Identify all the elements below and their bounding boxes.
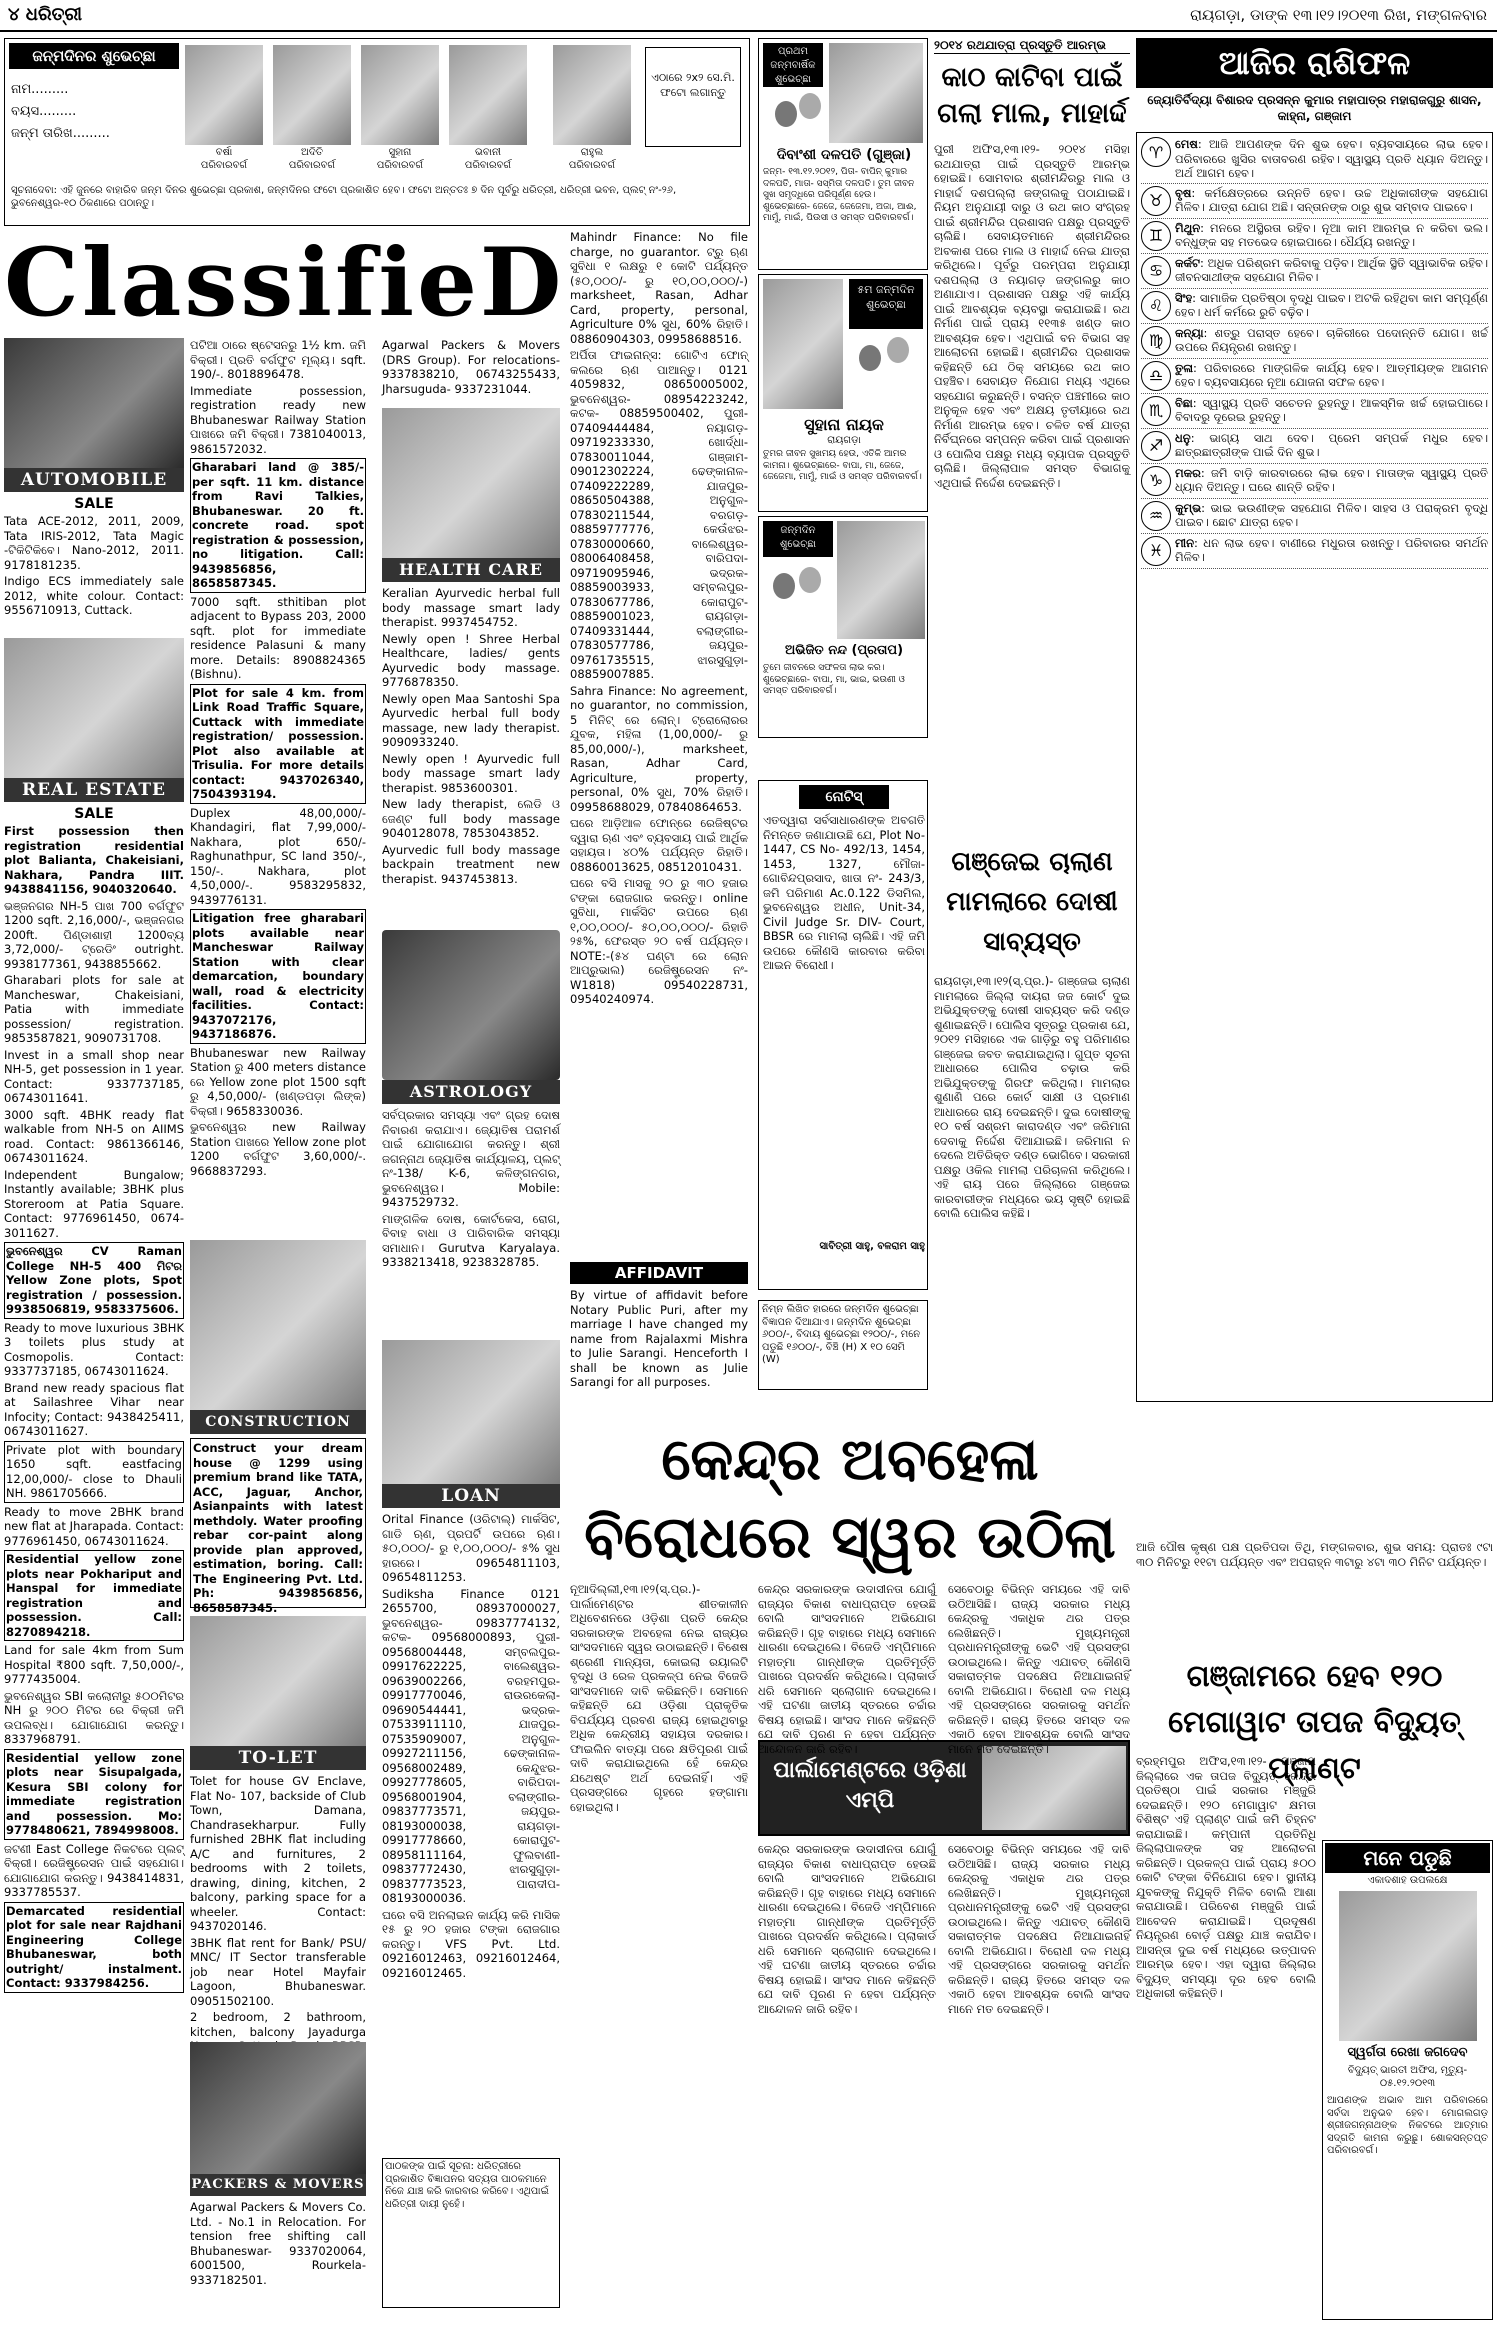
birthday-footer: ସୂଚନାଦେବା: ଏହି ଜୁନରେ ବାହାରିବ ଜନ୍ମ ଦିନର ଶୁଭେଚ୍ଛା ପ୍ରକାଶ, ଜନ୍ମଦିନର ଫଟୋ ପ୍ରକାଶିତ ହେବ। ଫଟୋ ଅନ୍ତତଃ ୭ ଦିନ ପୂର୍ବରୁ ଧରିତ୍ରୀ, ଧରିତ୍ରୀ ଭବନ, ପ୍ଲଟ୍ ନଂ-୨୬, ଭୁବନେଶ୍ୱର-୧୦ ଠିକଣାରେ ପଠାନ୍ତୁ। bbox=[11, 185, 677, 209]
birthday-form bbox=[11, 79, 110, 145]
libra-icon: ♎ bbox=[1141, 361, 1171, 391]
classified-ad: ଭଞ୍ଜନଗର NH-5 ପାଖ 700 ବର୍ଗଫୁଟ 1200 sqft. 2,16,000/-, ଭଞ୍ଜନଗର 200ft. ପିଣ୍ଡାଶାହୀ 1200ବ୍ୟ 3,72,000/- ଟ୍ରେଡିଂ outright. 9938177361, 9438855662. bbox=[4, 898, 184, 971]
baby-photo bbox=[829, 43, 923, 143]
child-photo bbox=[837, 521, 925, 639]
classified-ad: Agarwal Packers & Movers Co. Ltd. - No.1 in Relocation. For tension free shifting call Bhubaneswar- 9337020064, 6001500, Rourkela- 9337182501. bbox=[190, 2200, 366, 2287]
horoscope-item: ♍ କନ୍ୟା: ଶତ୍ରୁ ପରାସ୍ତ ହେବେ। ଚାକିରୀରେ ପଦୋନ୍ନତି ଯୋଗ। ଖର୍ଚ୍ଚ ଉପରେ ନିୟନ୍ତ୍ରଣ ରଖନ୍ତୁ। bbox=[1141, 324, 1488, 359]
ads-real-estate bbox=[4, 824, 184, 2324]
horoscope-byline: ଜ୍ୟୋତିର୍ବିଦ୍ୟା ବିଶାରଦ ପ୍ରସନ୍ନ କୁମାର ମହାପାତ୍ର ମହାରାଜଗୁରୁ ଶାସନ, କାହ୍ନା, ଗଞ୍ଜାମ bbox=[1147, 93, 1482, 123]
child-caption: ସୁହାନା ପରିବାରବର୍ଗ bbox=[376, 147, 424, 171]
to-let-image bbox=[190, 1616, 366, 1746]
cancer-icon: ♋ bbox=[1141, 256, 1171, 286]
balloon-icon bbox=[799, 567, 821, 593]
real-estate-banner: REAL ESTATE bbox=[4, 778, 184, 802]
page-number: ୪ ଧରିତ୍ରୀ bbox=[8, 4, 83, 25]
classified-ad: 3000 sqft. 4BHK ready flat walkable from NH-5 on AIIMS road. Contact: 9861366146, 06743011624. bbox=[4, 1107, 184, 1165]
birthday-wishes-box bbox=[4, 38, 750, 226]
horoscope-item: ♋ କର୍କଟ: ଅଧିକ ପରିଶ୍ରମ କରିବାକୁ ପଡ଼ିବ। ଆର୍ଥିକ ସ୍ଥିତି ସ୍ୱାଭାବିକ ରହିବ। ଜୀବନସାଥୀଙ୍କ ସହଯୋଗ ମିଳିବ। bbox=[1141, 254, 1488, 289]
horoscope-item: ♈ ମେଷ: ଆଜି ଆପଣଙ୍କ ଦିନ ଶୁଭ ହେବ। ବ୍ୟବସାୟରେ ଲାଭ ହେବ। ପରିବାରରେ ଖୁସିର ବାତାବରଣ ରହିବ। ସ୍ୱାସ୍ଥ୍ୟ ପ୍ରତି ଧ୍ୟାନ ଦିଅନ୍ତୁ। ଅର୍ଥ ଆଗମ ହେବ। bbox=[1141, 135, 1488, 184]
ads-health-care bbox=[382, 586, 560, 926]
child-photo bbox=[273, 45, 351, 145]
affidavit-text: By virtue of affidavit before Notary Public Puri, after my marriage I have changed my name from Rajalaxmi Mishra to Julie Sarangi. Henceforth I shall be known as Julie Sarangi for all purposes. bbox=[570, 1288, 748, 1389]
classified-ad: Litigation free gharabari plots available near Mancheswar Railway Station with clear demarcation, boundary wall, road & electricity facilities. Contact: 9437072176, 9437186876. bbox=[190, 909, 366, 1044]
horoscope-item: ♌ ସିଂହ: ସାମାଜିକ ପ୍ରତିଷ୍ଠା ବୃଦ୍ଧି ପାଇବ। ଅଟକି ରହିଥିବା କାମ ସମ୍ପୂର୍ଣ୍ଣ ହେବ। ଧର୍ମ କର୍ମରେ ରୁଚି ବଢ଼ିବ। bbox=[1141, 289, 1488, 324]
ads-construction bbox=[190, 1438, 366, 1615]
main-article-col-3b: ସେବେଠାରୁ ବିଭିନ୍ନ ସମୟରେ ଏହି ଦାବି ଉଠିଆସିଛି। ରାଜ୍ୟ ସରକାର ମଧ୍ୟ କେନ୍ଦ୍ରକୁ ଏକାଧିକ ଥର ପତ୍ର ଲେଖିଛନ୍ତି। ମୁଖ୍ୟମନ୍ତ୍ରୀ ପ୍ରଧାନମନ୍ତ୍ରୀଙ୍କୁ ଭେଟି ଏହି ପ୍ରସଙ୍ଗ ଉଠାଇଥିଲେ। କିନ୍ତୁ ଏଯାବତ୍ କୌଣସି ସକାରାତ୍ମକ ପଦକ୍ଷେପ ନିଆଯାଇନାହିଁ ବୋଲି ଅଭିଯୋଗ। ବିରୋଧୀ ଦଳ ମଧ୍ୟ ଏହି ପ୍ରସଙ୍ଗରେ ସରକାରକୁ ସମର୍ଥନ କରିଛନ୍ତି। ରାଜ୍ୟ ହିତରେ ସମସ୍ତ ଦଳ ଏକାଠି ହେବା ଆବଶ୍ୟକ ବୋଲି ସାଂସଦ ମାନେ ମତ ଦେଇଛନ୍ତି। bbox=[948, 1842, 1130, 2016]
main-headline-line-1: କେନ୍ଦ୍ର ଅବହେଳା bbox=[661, 1425, 1039, 1493]
classified-ad: Ayurvedic full body massage backpain treatment new therapist. 9437453813. bbox=[382, 842, 560, 886]
classified-ad: Agarwal Packers & Movers (DRS Group). For relocations- 9337838210, 06743255433, Jharsuguda- 9337231044. bbox=[382, 338, 560, 396]
car-image bbox=[4, 338, 184, 468]
form-field-name: ନାମ......... bbox=[11, 82, 69, 97]
wish-box-3 bbox=[758, 516, 928, 738]
classified-ad: New lady therapist, ଲେଡି ଓ ଜେଣ୍ଟ full body massage 9040128078, 7853043852. bbox=[382, 797, 560, 840]
wish-title: ୫ମ ଜନ୍ମଦିନ ଶୁଭେଚ୍ଛା bbox=[849, 279, 923, 329]
classified-ad: Private plot with boundary 1650 sqft. eastfacing 12,00,000/- close to Dhauli NH. 9861705666. bbox=[4, 1441, 184, 1503]
classified-column-1 bbox=[4, 338, 184, 2328]
main-article-col-2b: କେନ୍ଦ୍ର ସରକାରଙ୍କ ଉଦାସୀନତା ଯୋଗୁଁ ରାଜ୍ୟର ବିକାଶ ବାଧାପ୍ରାପ୍ତ ହେଉଛି ବୋଲି ସାଂସଦମାନେ ଅଭିଯୋଗ କରିଛନ୍ତି। ଗୃହ ବାହାରେ ମଧ୍ୟ ସେମାନେ ଧାରଣା ଦେଇଥିଲେ। ବିଜେଡି ଏମ୍‌ପିମାନେ ମହାତ୍ମା ଗାନ୍ଧୀଙ୍କ ପ୍ରତିମୂର୍ତ୍ତି ପାଖରେ ପ୍ରଦର୍ଶନ କରିଥିଲେ। ପ୍ଲାକାର୍ଡ ଧରି ସେମାନେ ସ୍ଲୋଗାନ ଦେଇଥିଲେ। ଏହି ଘଟଣା ଜାତୀୟ ସ୍ତରରେ ଚର୍ଚ୍ଚାର ବିଷୟ ହୋଇଛି। ସାଂସଦ ମାନେ କହିଛନ୍ତି ଯେ ଦାବି ପୂରଣ ନ ହେବା ପର୍ଯ୍ୟନ୍ତ ଆନ୍ଦୋଳନ ଜାରି ରହିବ। bbox=[758, 1842, 936, 2016]
classified-ad: Immediate possession, registration ready new Bhubaneswar Railway Station ପାଖରେ ଜମି ବିକ୍ରୀ। 7381040013, 9861572032. bbox=[190, 383, 366, 456]
obituary-text: ଆପଣଙ୍କ ଅଭାବ ଆମ ପରିବାରରେ ସର୍ବଦା ଅନୁଭବ ହେବ। ମୋଗଲଗଡ଼ ଶ୍ରୀଜଗନ୍ନାଥଙ୍କ ନିକଟରେ ଆତ୍ମାର ସଦ୍ଗତି କାମନା କରୁଛୁ। ଶୋକସନ୍ତପ୍ତ ପରିବାରବର୍ଗ। bbox=[1327, 2095, 1488, 2156]
wish-place: ରାୟଗଡ଼ା bbox=[827, 435, 861, 446]
classified-ad: ଘରେ ବସି ଅନଲାଇନ କାର୍ଯ୍ୟ କରି ମାସିକ ୧୫ ରୁ ୨୦ ହଜାର ଟଙ୍କା ରୋଜଗାର କରନ୍ତୁ। VFS Pvt. Ltd. 09216012463, 09216012464, 09216012465. bbox=[382, 1907, 560, 1980]
article-body: ପୁରୀ ଅଫିସ,୧୩।୧୨- ୨୦୧୪ ମସିହା ରଥଯାତ୍ରା ପାଇଁ ପ୍ରସ୍ତୁତି ଆରମ୍ଭ ହୋଇଛି। ସୋମବାର ଶ୍ରୀମନ୍ଦିରରୁ ମାଲ ଓ ମାହାର୍ଦ୍ଦ ଦଶପଲ୍ଲା ଜଙ୍ଗଲକୁ ପଠାଯାଇଛି। ନିୟମ ଅନୁଯାୟୀ ଦାରୁ ଓ ରଥ କାଠ ସଂଗ୍ରହ ପାଇଁ ଶ୍ରୀମନ୍ଦିର ପ୍ରଶାସନ ପକ୍ଷରୁ ପ୍ରସ୍ତୁତି ଚାଲିଛି। ସେବାୟତମାନେ ଶ୍ରୀମନ୍ଦିରର ଅବକାଶ ପରେ ମାଲ ଓ ମାହାର୍ଦ୍ଦ ନେଇ ଯାତ୍ରା କରିଥିଲେ। ପୂର୍ବରୁ ପରମ୍ପରା ଅନୁଯାୟୀ ଦଶପଲ୍ଲା ଓ ନୟାଗଡ଼ ଜଙ୍ଗଲରୁ କାଠ ଅଣାଯାଏ। ପ୍ରଶାସନ ପକ୍ଷରୁ ଏହି କାର୍ଯ୍ୟ ପାଇଁ ଆବଶ୍ୟକ ବ୍ୟବସ୍ଥା କରାଯାଇଛି। ରଥ ନିର୍ମାଣ ପାଇଁ ପ୍ରାୟ ୧୧୩୫ ଖଣ୍ଡ କାଠ ଆବଶ୍ୟକ ହେବ। ଏଥିପାଇଁ ବନ ବିଭାଗ ସହ ଆଲୋଚନା ହୋଇଛି। ଶ୍ରୀମନ୍ଦିର ପ୍ରଶାସକ କହିଛନ୍ତି ଯେ ଠିକ୍ ସମୟରେ ରଥ କାଠ ପହଞ୍ଚିବ। ସେବାୟତ ନିଯୋଗ ମଧ୍ୟ ଏଥିରେ ସହଯୋଗ କରୁଛନ୍ତି। ବସନ୍ତ ପଞ୍ଚମୀରେ କାଠ ଅନୁକୂଳ ହେବ ଏବଂ ଅକ୍ଷୟ ତୃତୀୟାରେ ରଥ ନିର୍ମାଣ ଆରମ୍ଭ ହେବ। ଚଳିତ ବର୍ଷ ଯାତ୍ରା ନିର୍ବିଘ୍ନରେ ସମ୍ପନ୍ନ କରିବା ପାଇଁ ପ୍ରଶାସନ ଓ ପୋଲିସ ପକ୍ଷରୁ ମଧ୍ୟ ବ୍ୟାପକ ପ୍ରସ୍ତୁତି ଚାଲିଛି। ଜିଲ୍ଲାପାଳ ସମସ୍ତ ବିଭାଗକୁ ଏଥିପାଇଁ ନିର୍ଦ୍ଦେଶ ଦେଇଛନ୍ତି। bbox=[934, 142, 1130, 490]
reader-notice: ପାଠକଙ୍କ ପାଇଁ ସୂଚନା: ଧରିତ୍ରୀରେ ପ୍ରକାଶିତ ବିଜ୍ଞାପନର ସତ୍ୟତା ପାଠକମାନେ ନିଜେ ଯାଞ୍ଚ କରି କାରବାର କରିବେ। ଏଥିପାଇଁ ଧରିତ୍ରୀ ଦାୟୀ ନୁହେଁ। bbox=[382, 2158, 560, 2308]
article-rath-yatra bbox=[934, 38, 1130, 738]
construction-banner: CONSTRUCTION bbox=[190, 1410, 366, 1434]
horoscope-title: ଆଜିର ରାଶିଫଳ bbox=[1136, 38, 1493, 88]
classified-ad: ଜଟଣୀ East College ନିକଟରେ ପ୍ଲଟ୍ ବିକ୍ରୀ। ରେଜିଷ୍ଟ୍ରେସନ ପାଇଁ ସହଯୋଗ। ଯୋଗାଯୋଗ କରନ୍ତୁ। 9438414831, 9337785537. bbox=[4, 1841, 184, 1899]
classified-ad: Indigo ECS immediately sale 2012, white colour. Contact: 9556710913, Cuttack. bbox=[4, 574, 184, 617]
leo-icon: ♌ bbox=[1141, 291, 1171, 321]
wish-box-2 bbox=[758, 274, 928, 512]
automobile-banner: AUTOMOBILE bbox=[4, 468, 184, 492]
classified-ad: Ready to move luxurious 3BHK 3 toilets plus study at Cosmopolis. Contact: 9337737185, 06743011624. bbox=[4, 1320, 184, 1378]
sagittarius-icon: ♐ bbox=[1141, 431, 1171, 461]
classified-ad: Gharabari land @ 385/- per sqft. 11 km. distance from Ravi Talkies, Bhubaneswar. 20 ft. concrete road. spot registration & possession, no litigation. Call: 9439856856, 8658587345. bbox=[190, 458, 366, 593]
ads-to-let bbox=[190, 1774, 366, 2040]
classified-ad: Bhubaneswar new Railway Station ରୁ 400 meters distance ରେ Yellow zone plot 1500 sqft ରୁ 4,50,000/- (ଖଣ୍ଡପଡ଼ା ଲିଙ୍କ) ବିକ୍ରୀ। 9658330036. bbox=[190, 1045, 366, 1118]
classified-ad: Tolet for house GV Enclave, Flat No- 107, backside of Club Town, Damana, Chandrasekharpur. Fully furnished 2BHK flat including A/C and furnitures, 2 bedrooms with 2 toilets, drawing, dining, kitchen, 2 balcony, parking space for a wheeler. Contact: 9437020146. bbox=[190, 1774, 366, 1933]
article-headline: ଗଞ୍ଜେଇ ଚାଲାଣ ମାମଲାରେ ଦୋଷୀ ସାବ୍ୟସ୍ତ bbox=[946, 847, 1118, 957]
aries-icon: ♈ bbox=[1141, 137, 1171, 167]
ads-packers bbox=[190, 2200, 366, 2310]
classified-ad: Newly open ! Ayurvedic full body massage smart lady therapist. 9853600301. bbox=[382, 751, 560, 795]
classified-ad: Duplex 48,00,000/-Khandagiri, flat 7,99,000/- Nakhara, plot 650/- Raghunathpur, SC land 350/-, 150/-. Nakhara, plot 4,50,000/-. 9583295832, 9439776131. bbox=[190, 805, 366, 907]
child-photo bbox=[763, 279, 843, 409]
classified-ad: Sahra Finance: No agreement, no guarantor, no commission, 5 ମିନିଟ୍ ରେ ଲୋନ୍। ଟ୍ରୋଲୋରର ଯୁବକ, ମହିଳା (1,00,000/- ରୁ 85,00,000/-), marksheet, Rasan, Adhar Card, Agriculture, property, personal, 0% ସୁଧ, 70% ରିହାତି। 09958688029, 07840864653. bbox=[570, 683, 748, 814]
horoscope-item: ♎ ତୁଳା: ପରିବାରରେ ମାଙ୍ଗଳିକ କାର୍ଯ୍ୟ ହେବ। ଆତ୍ମୀୟଙ୍କ ଆଗମନ ହେବ। ବ୍ୟବସାୟରେ ନୂଆ ଯୋଜନା ସଫଳ ହେବ। bbox=[1141, 359, 1488, 394]
article-headline: ଗଞ୍ଜାମରେ ହେବ ୧୨୦ ମେଗାୱାଟ ତାପଜ ବିଦ୍ୟୁତ୍ ପ୍ଲାଣ୍ଟ bbox=[1168, 1659, 1461, 1786]
wish-text: ତୁମର ଜୀବନ ସୁଖମୟ ହେଉ, ଏତିକି ଆମର କାମନା। ଶୁଭେଚ୍ଛାରେ- ବାପା, ମା, ଜେଜେ, ଜେଜେମା, ମାମୁଁ, ମାଇଁ ଓ ସମସ୍ତ ପରିବାରବର୍ଗ। bbox=[763, 449, 922, 482]
virgo-icon: ♍ bbox=[1141, 326, 1171, 356]
main-headline bbox=[570, 1420, 1130, 1576]
classified-title: ClassifieD bbox=[4, 228, 565, 338]
classified-ad: ମାଙ୍ଗଳିକ ଦୋଷ, କୋର୍ଟକେସ, ରୋଗ, ବିବାହ ବାଧା ଓ ପାରିବାରିକ ସମସ୍ୟା ସମାଧାନ। Gurutva Karyalaya. 9338213418, 9238328785. bbox=[382, 1211, 560, 1269]
legal-notice-box bbox=[758, 780, 928, 1290]
ads-loan bbox=[382, 1512, 560, 2152]
classified-ad: Tata ACE-2012, 2011, 2009, Tata IRIS-2012, Tata Magic -ଟିକିଟିକିବେ। Nano-2012, 2011. 9178181235. bbox=[4, 514, 184, 572]
capricorn-icon: ♑ bbox=[1141, 466, 1171, 496]
balloon-icon bbox=[859, 345, 881, 371]
classified-ad: Residential yellow zone plots near Pokhariput and Hanspal for immediate registration and possession. Call: 8270894218. bbox=[4, 1550, 184, 1641]
notice-text: ଏତଦ୍ୱାରା ସର୍ବସାଧାରଣଙ୍କ ଅବଗତି ନିମନ୍ତେ ଜଣାଯାଉଛି ଯେ, Plot No- 1447, CS No- 492/13, 1454, 1453, 1327, ମୌଜା- ଗୋବିନ୍ଦପ୍ରସାଦ, ଖାତା ନଂ- 243/3, ଜମି ପରିମାଣ Ac.0.122 ଡିସମିଲ, ଭୁବନେଶ୍ୱର ଅଧୀନ, Unit-34, Civil Judge Sr. DIV- Court, BBSR ରେ ମାମଲା ଚାଲିଛି। ଏହି ଜମି ଉପରେ କୌଣସି କାରବାର କରିବା ଆଇନ ବିରୋଧୀ। bbox=[763, 813, 925, 972]
classified-ad: Demarcated residential plot for sale near Rajdhani Engineering College Bhubaneswar, both outright/ instalment. Contact: 9337984256. bbox=[4, 1902, 184, 1993]
form-field-dob: ଜନ୍ମ ତାରିଖ......... bbox=[11, 126, 110, 141]
article-kicker: ୨୦୧୪ ରଥଯାତ୍ରା ପ୍ରସ୍ତୁତି ଆରମ୍ଭ bbox=[934, 38, 1130, 54]
dateline: ରାୟଗଡ଼ା, ଡାଙ୍କ ୧୩।୧୨।୨୦୧୩ ରିଖ, ମଙ୍ଗଳବାର bbox=[1190, 6, 1487, 24]
aquarius-icon: ♒ bbox=[1141, 501, 1171, 531]
article-power-plant bbox=[1136, 1654, 1493, 2334]
pisces-icon: ♓ bbox=[1141, 536, 1171, 566]
classified-ad: ପଟିଆ ଠାରେ ଷ୍ଟେସନରୁ 1½ km. ଜମି ବିକ୍ରୀ। ପ୍ରତି ବର୍ଗଫୁଟ ମୂଲ୍ୟ। sqft. 190/-. 8018896478. bbox=[190, 338, 366, 381]
taurus-icon: ♉ bbox=[1141, 186, 1171, 216]
horoscope-item: ♓ ମୀନ: ଧନ ଲାଭ ହେବ। ବାଣୀରେ ମଧୁରତା ରଖନ୍ତୁ। ପରିବାରର ସମର୍ଥନ ମିଳିବ। bbox=[1141, 534, 1488, 569]
obituary-title: ମନେ ପଡୁଛି bbox=[1325, 1843, 1490, 1873]
child-caption: ରାହୁଲ ପରିବାରବର୍ଗ bbox=[568, 147, 616, 171]
classified-ad: Construct your dream house @ 1299 using premium brand like TATA, ACC, Jaguar, Anchor, Asianpaints with latest methdoly. Water proofing rebar cor-paint along provide plan approved, estimation, boring. Call: The Engineering Pvt. Ltd. Ph: 9439856856, 8658587345. bbox=[193, 1441, 363, 1615]
balloon-icon bbox=[773, 573, 795, 599]
main-article-col-3a: ସେବେଠାରୁ ବିଭିନ୍ନ ସମୟରେ ଏହି ଦାବି ଉଠିଆସିଛି। ରାଜ୍ୟ ସରକାର ମଧ୍ୟ କେନ୍ଦ୍ରକୁ ଏକାଧିକ ଥର ପତ୍ର ଲେଖିଛନ୍ତି। ମୁଖ୍ୟମନ୍ତ୍ରୀ ପ୍ରଧାନମନ୍ତ୍ରୀଙ୍କୁ ଭେଟି ଏହି ପ୍ରସଙ୍ଗ ଉଠାଇଥିଲେ। କିନ୍ତୁ ଏଯାବତ୍ କୌଣସି ସକାରାତ୍ମକ ପଦକ୍ଷେପ ନିଆଯାଇନାହିଁ ବୋଲି ଅଭିଯୋଗ। ବିରୋଧୀ ଦଳ ମଧ୍ୟ ଏହି ପ୍ରସଙ୍ଗରେ ସରକାରକୁ ସମର୍ଥନ କରିଛନ୍ତି। ରାଜ୍ୟ ହିତରେ ସମସ୍ତ ଦଳ ଏକାଠି ହେବା ଆବଶ୍ୟକ ବୋଲି ସାଂସଦ ମାନେ ମତ ଦେଇଛନ୍ତି। bbox=[948, 1582, 1130, 1756]
classified-ad: Independent Bungalow; Instantly available; 3BHK plus Storeroom at Patia Square. Contact: 9776961450, 0674-3011627. bbox=[4, 1167, 184, 1240]
main-headline-line-2: ବିରୋଧରେ ସ୍ୱର ଉଠିଲା bbox=[584, 1503, 1116, 1571]
zodiac-wheel-image bbox=[382, 930, 560, 1080]
photo-placeholder: ଏଠାରେ ୨x୨ ସେ.ମି. ଫଟୋ ଲଗାନ୍ତୁ bbox=[645, 47, 741, 147]
classified-ad: ସର୍ବପ୍ରକାର ସମସ୍ୟା ଏବଂ ଗ୍ରହ ଦୋଷ ନିବାରଣ କରାଯାଏ। ଜ୍ୟୋତିଷ ପରାମର୍ଶ ପାଇଁ ଯୋଗାଯୋଗ କରନ୍ତୁ। ଶ୍ରୀ ଜଗନ୍ନାଥ ଜ୍ୟୋତିଷ କାର୍ଯ୍ୟାଳୟ, ପ୍ଲଟ୍ ନଂ-138/ K-6, କଳିଙ୍ଗନଗର, ଭୁବନେଶ୍ୱର। Mobile: 9437529732. bbox=[382, 1108, 560, 1209]
wish-text: ଜନ୍ମ- ୧୩.୧୨.୨୦୧୨, ପିତା- ବାପିନ୍ କୁମାର ଦଳପତି, ମାତା- ସସ୍ମିତା ଦଳପତି। ତୁମ ଜୀବନ ସୁଖ ସମୃଦ୍ଧିରେ ପରିପୂର୍ଣ୍ଣ ହେଉ। ଶୁଭେଚ୍ଛାରେ- ଜେଜେ, ଜେଜେମା, ଅଜା, ଆଈ, ମାମୁଁ, ମାଇଁ, ପିଉସୀ ଓ ସମସ୍ତ ପରିବାରବର୍ଗ। bbox=[763, 167, 917, 223]
wish-rates-box: ନିମ୍ନ ଲିଖିତ ହାରରେ ଜନ୍ମଦିନ ଶୁଭେଚ୍ଛା ବିଜ୍ଞାପନ ଦିଆଯାଏ। ଜନ୍ମଦିନ ଶୁଭେଚ୍ଛା ୬୦୦/-, ବିଦାୟ ଶୁଭେଚ୍ଛା ୧୨୦୦/-, ମନେ ପଡୁଛି ୧୬୦୦/-, ବିଞ୍ଚି (H) X ୧୦ ସେମି (W) bbox=[758, 1300, 928, 1390]
child-photo bbox=[553, 45, 631, 145]
classified-ad: Invest in a small shop near NH-5, get possession in 1 year. Contact: 9337737185, 06743011641. bbox=[4, 1047, 184, 1105]
balloon-icon bbox=[799, 93, 821, 119]
classified-ad: Brand new ready spacious flat at Sailashree Vihar near Infocity; Contact: 9438425411, 06743011627. bbox=[4, 1380, 184, 1438]
truck-image bbox=[190, 2042, 366, 2174]
ads-automobile bbox=[4, 514, 184, 634]
horoscope-item: ♉ ବୃଷ: କର୍ମକ୍ଷେତ୍ରରେ ଉନ୍ନତି ହେବ। ଉଚ୍ଚ ଅଧିକାରୀଙ୍କ ସହଯୋଗ ମିଳିବ। ଯାତ୍ରା ଯୋଗ ଅଛି। ସନ୍ତାନଙ୍କ ଠାରୁ ଶୁଭ ସମ୍ବାଦ ପାଇବେ। bbox=[1141, 184, 1488, 219]
sale-heading: SALE bbox=[74, 496, 114, 512]
classified-ad: ଘରେ ବସି ମାସକୁ ୨୦ ରୁ ୩୦ ହଜାର ଟଙ୍କା ରୋଜଗାର କରନ୍ତୁ। online ସୁବିଧା, ମାର୍କସିଟ ଉପରେ ଋଣ ୧,୦୦,୦୦୦/- ୫୦,୦୦,୦୦୦/- ରିହାତି ୨୫%, ଫେରସ୍ତ ୨୦ ବର୍ଷ ପର୍ଯ୍ୟନ୍ତ। NOTE:-(୫୪ ଘଣ୍ଟା ରେ ଲୋନ ଆପ୍ରୁଭାଲ) ରେଜିଷ୍ଟ୍ରେସନ ନଂ- W1818) 09540228731, 09540240974. bbox=[570, 876, 748, 1006]
horoscope-item: ♏ ବିଛା: ସ୍ୱାସ୍ଥ୍ୟ ପ୍ରତି ସଚେତନ ରୁହନ୍ତୁ। ଆକସ୍ମିକ ଖର୍ଚ୍ଚ ହୋଇପାରେ। ବିବାଦରୁ ଦୂରେଇ ରୁହନ୍ତୁ। bbox=[1141, 394, 1488, 429]
obituary-photo bbox=[1339, 1891, 1477, 2041]
wishes-column bbox=[758, 38, 928, 1408]
classified-ad: ଭୁବନେଶ୍ୱର CV Raman College NH-5 400 ମିଟର Yellow Zone plots, Spot registration / possession. 9938506819, 9583375606. bbox=[4, 1242, 184, 1319]
loan-banner: LOAN bbox=[382, 1484, 560, 1508]
classified-column-4 bbox=[570, 230, 748, 1410]
wish-title: ପ୍ରଥମ ଜନ୍ମବାର୍ଷିକ ଶୁଭେଚ୍ଛା bbox=[763, 43, 823, 87]
child-photo bbox=[449, 45, 527, 145]
page-header bbox=[0, 0, 1497, 32]
sale-heading: SALE bbox=[74, 806, 114, 822]
obituary-detail: ବିଦ୍ୟୁତ୍ ଭାରତୀ ଅଫିସ, ମୃତ୍ୟୁ- ୦୫.୧୨.୨୦୧୩ bbox=[1347, 2065, 1468, 2089]
child-caption: ଭବାନୀ ପରିବାରବର୍ଗ bbox=[464, 147, 512, 171]
scorpio-icon: ♏ bbox=[1141, 396, 1171, 426]
wish-box-1 bbox=[758, 38, 928, 270]
wish-name: ଅଭିଜିତ ନନ୍ଦ (ପ୍ରତାପ) bbox=[784, 643, 904, 658]
construction-image bbox=[190, 1240, 366, 1410]
notice-signature: ସାବିତ୍ରୀ ସାହୁ, ବଳରାମ ସାହୁ bbox=[819, 1241, 925, 1252]
astrology-banner: ASTROLOGY bbox=[382, 1080, 560, 1104]
horoscope-item: ♑ ମକର: ଜମି ବାଡ଼ି କାରବାରରେ ଲାଭ ହେବ। ମାତାଙ୍କ ସ୍ୱାସ୍ଥ୍ୟ ପ୍ରତି ଧ୍ୟାନ ଦିଅନ୍ତୁ। ଘରେ ଶାନ୍ତି ରହିବ। bbox=[1141, 464, 1488, 499]
main-article-col-2a: କେନ୍ଦ୍ର ସରକାରଙ୍କ ଉଦାସୀନତା ଯୋଗୁଁ ରାଜ୍ୟର ବିକାଶ ବାଧାପ୍ରାପ୍ତ ହେଉଛି ବୋଲି ସାଂସଦମାନେ ଅଭିଯୋଗ କରିଛନ୍ତି। ଗୃହ ବାହାରେ ମଧ୍ୟ ସେମାନେ ଧାରଣା ଦେଇଥିଲେ। ବିଜେଡି ଏମ୍‌ପିମାନେ ମହାତ୍ମା ଗାନ୍ଧୀଙ୍କ ପ୍ରତିମୂର୍ତ୍ତି ପାଖରେ ପ୍ରଦର୍ଶନ କରିଥିଲେ। ପ୍ଲାକାର୍ଡ ଧରି ସେମାନେ ସ୍ଲୋଗାନ ଦେଇଥିଲେ। ଏହି ଘଟଣା ଜାତୀୟ ସ୍ତରରେ ଚର୍ଚ୍ଚାର ବିଷୟ ହୋଇଛି। ସାଂସଦ ମାନେ କହିଛନ୍ତି ଯେ ଦାବି ପୂରଣ ନ ହେବା ପର୍ଯ୍ୟନ୍ତ ଆନ୍ଦୋଳନ ଜାରି ରହିବ। bbox=[758, 1582, 936, 1756]
classified-ad: ଭୁବନେଶ୍ୱର new Railway Station ପାଖରେ Yellow zone plot 1200 ବର୍ଗଫୁଟ 3,60,000/-. 9668837293. bbox=[190, 1120, 366, 1178]
gemini-icon: ♊ bbox=[1141, 221, 1171, 251]
stethoscope-image bbox=[382, 408, 560, 558]
classified-ad: ଭୁବନେଶ୍ୱର SBI କଲୋନୀରୁ ୫୦୦ମିଟର NH ରୁ ୨୦୦ ମିଟର ରେ ବିକ୍ରୀ ଜମି ଉପଲବ୍ଧ। ଯୋଗାଯୋଗ କରନ୍ତୁ। 8337968791. bbox=[4, 1688, 184, 1746]
notice-title: ନୋଟିସ୍ bbox=[799, 785, 889, 809]
horoscope-footer: ଆଜି ପୌଷ କୃଷ୍ଣ ପକ୍ଷ ପ୍ରତିପଦା ତିଥି, ମଙ୍ଗଳବାର, ଶୁଭ ସମୟ: ପ୍ରାତଃ ୯ଟା ୩୦ ମିନିଟରୁ ୧୧ଟା ପର୍ଯ୍ୟନ୍ତ ଏବଂ ଅପରାହ୍ନ ୩ଟାରୁ ୪ଟା ୩୦ ମିନିଟ ପର୍ଯ୍ୟନ୍ତ। bbox=[1136, 1540, 1493, 1569]
house-image bbox=[4, 638, 184, 778]
child-caption: ବର୍ଷା ପରିବାରବର୍ଗ bbox=[200, 147, 248, 171]
parliament-label: ପାର୍ଲାମେଣ୍ଟରେ ଓଡ଼ିଶା ଏମ୍‌ପି bbox=[773, 1758, 967, 1813]
child-photo bbox=[361, 45, 439, 145]
classified-ad: 7000 sqft. sthitiban plot adjacent to Bypass 203, 2000 sqft. plot for immediate residence Palasuni & many more. Details: 8908824365 (Bishnu). bbox=[190, 594, 366, 681]
article-headline: କାଠ କାଟିବା ପାଇଁ ଗଲା ମାଲ, ମାହାର୍ଦ୍ଦ bbox=[937, 62, 1127, 129]
classified-ad: ଅର୍ପିତା ଫାଇନାନ୍ସ: ଗୋଟିଏ ଫୋନ୍ କଲରେ ଋଣ ପାଆନ୍ତୁ। 0121 4059832, 08650005002, ଭୁବନେଶ୍ୱର- 08954223242, କଟକ- 08859500402, ପୁରୀ- 07409444484, ନୟାଗଡ଼- 09719233330, ଖୋର୍ଦ୍ଧା- 07830011044, ଗଞ୍ଜାମ- 09012302224, ଢେଙ୍କାନାଳ- 07409222289, ଯାଜପୁର- 08650504388, ଅନୁଗୁଳ- 07830211544, ବରଗଡ଼- 08859777776, କେଉଁଝର- 07830000660, ବାଲେଶ୍ୱର- 08006408458, ବାରିପଦା- 09719095946, ଭଦ୍ରକ- 08859003933, ସମ୍ବଲପୁର- 07830677786, କୋରାପୁଟ- 08859001023, ରାୟଗଡ଼ା- 07409331444, ବଲାଙ୍ଗୀର- 07830577786, ଜୟପୁର- 09761735515, ଝାରସୁଗୁଡ଼ା- 08859007885. bbox=[570, 348, 748, 681]
obituary-sub: ଏକାଦଶାହ ଉପଲକ୍ଷେ bbox=[1367, 1875, 1448, 1886]
affidavit-heading: AFFIDAVIT bbox=[570, 1262, 748, 1284]
health-care-banner: HEALTH CARE bbox=[382, 558, 560, 582]
packers-banner: PACKERS & MOVERS bbox=[190, 2174, 366, 2196]
horoscope-section bbox=[1136, 38, 1493, 1538]
wish-name: ସୁହାନା ନାୟକ bbox=[804, 415, 884, 434]
classified-ad: Plot for sale 4 km. from Link Road Traffic Square, Cuttack with immediate registration/ possession. Plot also available at Trisulia. For more details contact: 9437026340, 7504393194. bbox=[190, 684, 366, 804]
ads-real-estate-2 bbox=[190, 338, 366, 1238]
obituary-name: ସ୍ୱର୍ଗତା ରେଖା ଜଗଦେବ bbox=[1347, 2045, 1468, 2060]
classified-ad: 3BHK flat rent for Bank/ PSU/ MNC/ IT Sector transferable job near Hotel Mayfair Lagoon, Bhubaneswar. 09051502100. bbox=[190, 1935, 366, 2008]
classified-column-2 bbox=[190, 338, 366, 2328]
article-body: ରାୟଗଡ଼ା,୧୩।୧୨(ସ୍.ପ୍ର.)- ଗଞ୍ଜେଇ ଚାଲାଣ ମାମଲାରେ ଜିଲ୍ଲା ଦାୟରା ଜଜ କୋର୍ଟ ଦୁଇ ଅଭିଯୁକ୍ତଙ୍କୁ ଦୋଷୀ ସାବ୍ୟସ୍ତ କରି ଦଣ୍ଡ ଶୁଣାଇଛନ୍ତି। ପୋଲିସ ସୂତ୍ରରୁ ପ୍ରକାଶ ଯେ, ୨୦୧୨ ମସିହାରେ ଏକ ଗାଡ଼ିରୁ ବହୁ ପରିମାଣର ଗଞ୍ଜେଇ ଜବତ କରାଯାଇଥିଲା। ଗୁପ୍ତ ସୂଚନା ଆଧାରରେ ପୋଲିସ ଚଢ଼ାଉ କରି ଅଭିଯୁକ୍ତଙ୍କୁ ଗିରଫ କରିଥିଲା। ମାମଲାର ଶୁଣାଣି ପରେ କୋର୍ଟ ସାକ୍ଷୀ ଓ ପ୍ରମାଣ ଆଧାରରେ ରାୟ ଦେଇଛନ୍ତି। ଦୁଇ ଦୋଷୀଙ୍କୁ ୧୦ ବର୍ଷ ସଶ୍ରମ କାରାଦଣ୍ଡ ଏବଂ ଜରିମାନା ଦେବାକୁ ନିର୍ଦ୍ଦେଶ ଦିଆଯାଇଛି। ଜରିମାନା ନ ଦେଲେ ଅତିରିକ୍ତ ଦଣ୍ଡ ଭୋଗିବେ। ସରକାରୀ ପକ୍ଷରୁ ଓକିଲ ମାମଲା ପରିଚାଳନା କରିଥିଲେ। ଏହି ରାୟ ପରେ ଜିଲ୍ଲାରେ ଗଞ୍ଜେଇ କାରବାରୀଙ୍କ ମଧ୍ୟରେ ଭୟ ସୃଷ୍ଟି ହୋଇଛି ବୋଲି ପୋଲିସ କହିଛି। bbox=[934, 974, 1130, 1220]
classified-ad: ଘରେ ଆଡ଼ିଆଳ ଫୋନ୍‌ରେ ରେଜିଷ୍ଟର ଦ୍ୱାରା ଋଣ ଏବଂ ବ୍ୟବସାୟ ପାଇଁ ଆର୍ଥିକ ସହାୟତା। ୪୦% ପର୍ଯ୍ୟନ୍ତ ରିହାତି। 08860013625, 08512010431. bbox=[570, 816, 748, 874]
balloon-icon bbox=[775, 101, 797, 127]
to-let-banner: TO-LET bbox=[190, 1746, 366, 1770]
child-photo bbox=[185, 45, 263, 145]
money-image bbox=[382, 1340, 560, 1484]
classified-column-3 bbox=[382, 338, 560, 2328]
horoscope-list bbox=[1136, 132, 1493, 1402]
horoscope-item: ♊ ମିଥୁନ: ମନରେ ଅସ୍ଥିରତା ରହିବ। ନୂଆ କାମ ଆରମ୍ଭ ନ କରିବା ଭଲ। ବନ୍ଧୁଙ୍କ ସହ ମତଭେଦ ହୋଇପାରେ। ଧୈର୍ଯ୍ୟ ରଖନ୍ତୁ। bbox=[1141, 219, 1488, 254]
classified-ad: 2 bedroom, 2 bathroom, kitchen, balcony Jayadurga bbox=[190, 2010, 366, 2039]
classified-ad: Sudiksha Finance 0121 2655700, 08937000027, ଭୁବନେଶ୍ୱର- 09837774132, କଟକ- 09568000893, ପୁରୀ- 09568004448, ସମ୍ବଲପୁର- 09917622225, ବାଲେଶ୍ୱର- 09639002266, ବରହମପୁର- 09917770046, ରାଉରକେଲା- 09690544441, ଭଦ୍ରକ- 07533911110, ଯାଜପୁର- 07535909007, ଅନୁଗୁଳ- 09927211156, ଢେଙ୍କାନାଳ- 09568002489, କେନ୍ଦୁଝର- 09927778605, ବାରିପଦା- 09568001904, ବଲାଙ୍ଗୀର- 09837773571, ଜୟପୁର- 08193000038, ରାୟଗଡ଼ା- 09917778660, କୋରାପୁଟ- 08958111164, ଫୁଲବାଣୀ- 09837772430, ଝାରସୁଗୁଡ଼ା- 09837773523, ପାରାଦୀପ- 08193000036. bbox=[382, 1586, 560, 1905]
ads-packers-2 bbox=[382, 338, 560, 404]
classified-ad: Orital Finance (ଓରିଟାଲ୍) ମାର୍କସିଟ, ଗାଡି ଋଣ, ପ୍ରପର୍ଟି ଉପରେ ଋଣ। ୫୦,୦୦୦/- ରୁ ୧,୦୦,୦୦୦/- ୫% ସୁଧ ହାରରେ। 09654811103, 09654811253. bbox=[382, 1512, 560, 1584]
form-field-age: ବୟସ......... bbox=[11, 104, 77, 119]
classified-ad: Newly open Maa Santoshi Spa Ayurvedic herbal full body massage, new lady therapist. 9090933240. bbox=[382, 691, 560, 749]
birthday-title: ଜନ୍ମଦିନର ଶୁଭେଚ୍ଛା bbox=[9, 43, 179, 69]
ads-finance bbox=[570, 230, 748, 1290]
article-body: ବ୍ରହ୍ମପୁର ଅଫିସ,୧୩।୧୨- ଗଞ୍ଜାମ ଜିଲ୍ଲାରେ ଏକ ତାପଜ ବିଦ୍ୟୁତ୍ କେନ୍ଦ୍ର ପ୍ରତିଷ୍ଠା ପାଇଁ ସରକାର ମଞ୍ଜୁରି ଦେଇଛନ୍ତି। ୧୨୦ ମେଗାୱାଟ କ୍ଷମତା ବିଶିଷ୍ଟ ଏହି ପ୍ଲାଣ୍ଟ ପାଇଁ ଜମି ଚିହ୍ନଟ କରାଯାଇଛି। କମ୍ପାନୀ ପ୍ରତିନିଧି ଜିଲ୍ଲାପାଳଙ୍କ ସହ ଆଲୋଚନା କରିଛନ୍ତି। ପ୍ରକଳ୍ପ ପାଇଁ ପ୍ରାୟ ୫୦୦ କୋଟି ଟଙ୍କା ବିନିଯୋଗ ହେବ। ସ୍ଥାନୀୟ ଯୁବକଙ୍କୁ ନିଯୁକ୍ତି ମିଳିବ ବୋଲି ଆଶା କରାଯାଉଛି। ପରିବେଶ ମଞ୍ଜୁରି ପାଇଁ ଆବେଦନ କରାଯାଇଛି। ପ୍ରଦୂଷଣ ନିୟନ୍ତ୍ରଣ ବୋର୍ଡ଼ ପକ୍ଷରୁ ଯାଞ୍ଚ କରାଯିବ। ଆସନ୍ତା ଦୁଇ ବର୍ଷ ମଧ୍ୟରେ ଉତ୍ପାଦନ ଆରମ୍ଭ ହେବ। ଏହା ଦ୍ୱାରା ଜିଲ୍ଲାର ବିଦ୍ୟୁତ୍ ସମସ୍ୟା ଦୂର ହେବ ବୋଲି ଅଧିକାରୀ କହିଛନ୍ତି। bbox=[1136, 1754, 1316, 2000]
horoscope-item: ♒ କୁମ୍ଭ: ଭାଇ ଭଉଣୀଙ୍କ ସହଯୋଗ ମିଳିବ। ସାହସ ଓ ପରାକ୍ରମ ବୃଦ୍ଧି ପାଇବ। ଛୋଟ ଯାତ୍ରା ହେବ। bbox=[1141, 499, 1488, 534]
classified-ad: Gharabari plots for sale at Mancheswar, Chakeisiani, Patia with immediate possession/ registration. 9853587821, 9090731708. bbox=[4, 973, 184, 1045]
obituary-box bbox=[1322, 1840, 1493, 2320]
classified-ad: First possession then registration residential plot Balianta, Chakeisiani, Nakhara, Pandra IIIT. 9438841156, 9040320640. bbox=[4, 824, 184, 896]
classified-ad: Residential yellow zone plots near Sisupalgada, Kesura SBI colony for immediate registration and possession. Mo: 9778480621, 7894998008. bbox=[4, 1749, 184, 1840]
parliament-image bbox=[982, 1746, 1126, 1830]
wish-title: ଜନ୍ମଦିନ ଶୁଭେଚ୍ଛା bbox=[763, 521, 833, 557]
wish-text: ତୁମେ ଜୀବନରେ ସଫଳତା ଲାଭ କର। ଶୁଭେଚ୍ଛାରେ- ବାପା, ମା, ଭାଇ, ଭଉଣୀ ଓ ସମସ୍ତ ପରିବାରବର୍ଗ। bbox=[763, 663, 905, 696]
child-caption: ଅଦିତି ପରିବାରବର୍ଗ bbox=[288, 147, 336, 171]
classified-ad: Newly open ! Shree Herbal Healthcare, ladies/ gents Ayurvedic body massage. 9776878350. bbox=[382, 631, 560, 689]
main-article-col-1: ନୂଆଦିଲ୍ଲୀ,୧୩।୧୨(ସ୍.ପ୍ର.)- ପାର୍ଲାମେଣ୍ଟର ଶୀତକାଳୀନ ଅଧିବେଶନରେ ଓଡ଼ିଶା ପ୍ରତି କେନ୍ଦ୍ର ସରକାରଙ୍କ ଅବହେଳା ନେଇ ରାଜ୍ୟର ସାଂସଦମାନେ ସ୍ୱର ଉଠାଇଛନ୍ତି। ବିଶେଷ ଶ୍ରେଣୀ ମାନ୍ୟତା, କୋଇଲା ରୟାଲଟି ବୃଦ୍ଧି ଓ ରେଳ ପ୍ରକଳ୍ପ ନେଇ ବିଜେଡି ସାଂସଦମାନେ ଦାବି କରିଛନ୍ତି। ସେମାନେ କହିଛନ୍ତି ଯେ ଓଡ଼ିଶା ପ୍ରାକୃତିକ ବିପର୍ଯ୍ୟୟ ପ୍ରବଣ ରାଜ୍ୟ ହୋଇଥିବାରୁ ଅଧିକ କେନ୍ଦ୍ରୀୟ ସହାୟତା ଦରକାର। ଫାଇଲିନ ବାତ୍ୟା ପରେ କ୍ଷତିପୂରଣ ପାଇଁ ଦାବି କରାଯାଇଥିଲେ ହେଁ କେନ୍ଦ୍ର ଯଥେଷ୍ଟ ଅର୍ଥ ଦେଇନାହିଁ। ଏହି ପ୍ରସଙ୍ଗରେ ଗୃହରେ ହଙ୍ଗାମା ହୋଇଥିଲା। bbox=[570, 1582, 748, 1814]
classified-ad: Keralian Ayurvedic herbal full body massage smart lady therapist. 9937454752. bbox=[382, 586, 560, 629]
wish-name: ଦିବାଂଶୀ ଦଳପତି (ଗୁଞ୍ଜା) bbox=[776, 147, 912, 163]
balloon-icon bbox=[887, 337, 909, 363]
classified-ad: Mahindr Finance: No file charge, no guarantor. ଟ୍ରୁ ଋଣ ସୁବିଧା ୧ ଲକ୍ଷରୁ ୧ କୋଟି ପର୍ଯ୍ୟନ୍ତ (୫୦,୦୦୦/- ରୁ ୧୦,୦୦,୦୦୦/-) marksheet, Rasan, Adhar Card, property, personal, Agriculture 0% ସୁଧ, 60% ରିହାତି। 08860904303, 09958688516. bbox=[570, 230, 748, 346]
classified-ad: Ready to move 2BHK brand new flat at Jharapada. Contact: 9776961450, 06743011624. bbox=[4, 1504, 184, 1548]
classified-ad: Land for sale 4km from Sum Hospital ₹800 sqft. 7,50,000/-, 9777435004. bbox=[4, 1643, 184, 1686]
horoscope-item: ♐ ଧନୁ: ଭାଗ୍ୟ ସାଥ ଦେବ। ପ୍ରେମ ସମ୍ପର୍କ ମଧୁର ହେବ। ଛାତ୍ରଛାତ୍ରୀଙ୍କ ପାଇଁ ଦିନ ଶୁଭ। bbox=[1141, 429, 1488, 464]
article-ganja-case bbox=[934, 842, 1130, 1382]
